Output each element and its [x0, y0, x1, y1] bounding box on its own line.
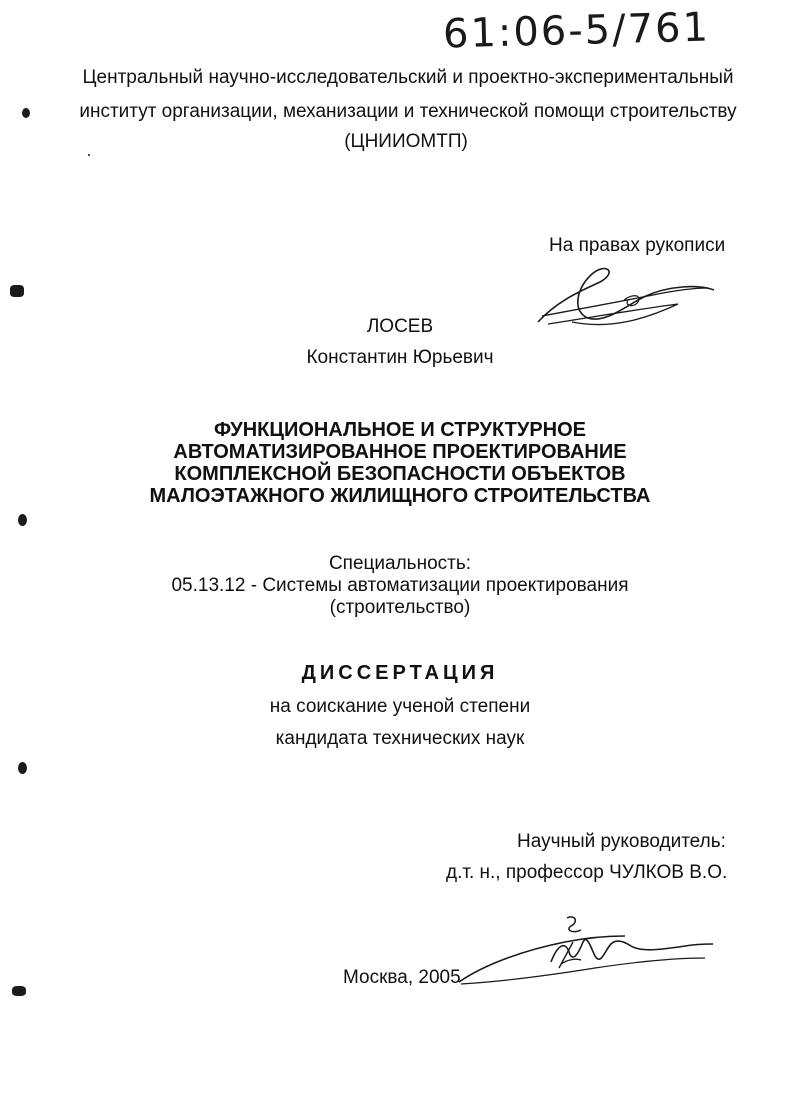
- scan-mark: [88, 154, 90, 156]
- scan-mark: [22, 108, 30, 118]
- title-line-3: КОМПЛЕКСНОЙ БЕЗОПАСНОСТИ ОБЪЕКТОВ: [174, 463, 626, 485]
- scan-mark: [12, 986, 26, 996]
- title-line-1: ФУНКЦИОНАЛЬНОЕ И СТРУКТУРНОЕ: [213, 419, 587, 441]
- specialty-code: 05.13.12 - Системы автоматизации проектирования: [171, 575, 629, 596]
- title-line-2: АВТОМАТИЗИРОВАННОЕ ПРОЕКТИРОВАНИЕ: [173, 441, 627, 463]
- title-line-4: МАЛОЭТАЖНОГО ЖИЛИЩНОГО СТРОИТЕЛЬСТВА: [149, 485, 651, 507]
- supervisor-signature: [455, 912, 725, 992]
- specialty-qualifier: (строительство): [329, 597, 471, 618]
- author-surname: ЛОСЕВ: [366, 316, 434, 337]
- institute-abbreviation: (ЦНИИОМТП): [344, 131, 468, 152]
- author-given-names: Константин Юрьевич: [306, 347, 494, 368]
- degree-line-2: кандидата технических наук: [275, 728, 525, 749]
- scan-mark: [18, 514, 27, 526]
- manuscript-rights-note: На правах рукописи: [549, 235, 726, 256]
- document-type-heading: ДИССЕРТАЦИЯ: [301, 662, 499, 684]
- supervisor-label: Научный руководитель:: [517, 831, 726, 852]
- supervisor-name: д.т. н., профессор ЧУЛКОВ В.О.: [446, 862, 728, 883]
- archive-handwritten-number: 61:06-5/761: [442, 4, 711, 58]
- institute-line-1: Центральный научно-исследовательский и проектно-экспериментальный: [82, 67, 734, 88]
- institute-line-2: институт организации, механизации и технической помощи строительству: [79, 101, 737, 122]
- degree-line-1: на соискание ученой степени: [269, 696, 531, 717]
- scan-mark: [18, 762, 27, 774]
- place-and-year: Москва, 2005: [343, 967, 461, 988]
- specialty-label: Специальность:: [328, 553, 472, 574]
- scan-mark: [10, 285, 24, 297]
